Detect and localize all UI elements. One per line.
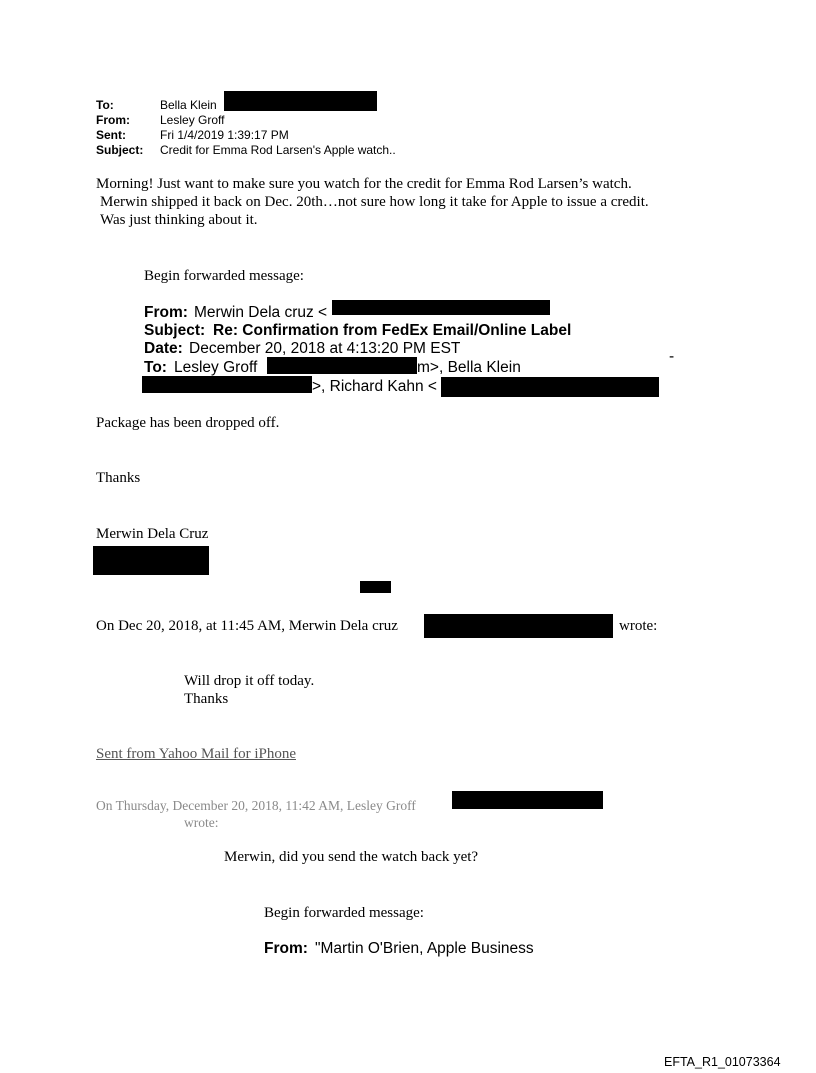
quote2-attribution: On Thursday, December 20, 2018, 11:42 AM, Lesley Groff (96, 798, 416, 813)
to-value: Bella Klein (160, 98, 217, 112)
redaction-box (224, 91, 377, 111)
quote2-wrote: wrote: (184, 815, 219, 830)
body-line-3: Was just thinking about it. (100, 212, 258, 228)
stray-mark: - (669, 348, 675, 365)
quote1-attribution: On Dec 20, 2018, at 11:45 AM, Merwin Dela cruz (96, 618, 398, 634)
redaction-box (142, 376, 312, 393)
document-id: EFTA_R1_01073364 (664, 1055, 781, 1069)
subject-label: Subject: (96, 143, 144, 157)
quote1-wrote: wrote: (619, 618, 658, 634)
fwd-to-label: To: (144, 359, 167, 376)
fwd-date-label: Date: (144, 340, 183, 357)
fwd-to-line-2: >, Richard Kahn < (312, 378, 437, 395)
fwd2-from-value: "Martin O'Brien, Apple Business (315, 940, 534, 957)
signature-name: Merwin Dela Cruz (96, 526, 209, 542)
from-value: Lesley Groff (160, 113, 225, 127)
body-line-1: Morning! Just want to make sure you watch for the credit for Emma Rod Larsen’s watch. (96, 176, 632, 192)
forward-intro: Begin forwarded message: (144, 268, 304, 284)
redaction-box (452, 791, 603, 809)
redaction-box (267, 357, 417, 374)
reply-thanks: Thanks (96, 470, 141, 486)
from-label: From: (96, 113, 130, 127)
fwd2-from-label: From: (264, 940, 308, 957)
redaction-box (424, 614, 613, 638)
redaction-box (93, 546, 209, 575)
redaction-box (332, 300, 550, 315)
quote1-line-1: Will drop it off today. (184, 673, 315, 689)
sent-label: Sent: (96, 128, 126, 142)
redaction-box (441, 377, 659, 397)
reply-line-1: Package has been dropped off. (96, 415, 280, 431)
quote2-message: Merwin, did you send the watch back yet? (224, 849, 479, 865)
fwd-to-value: Lesley Groff (174, 359, 258, 376)
sent-from-yahoo-link[interactable]: Sent from Yahoo Mail for iPhone (96, 746, 296, 762)
body-line-2: Merwin shipped it back on Dec. 20th…not sure how long it take for Apple to issue a credit. (100, 194, 649, 210)
subject-value: Credit for Emma Rod Larsen's Apple watch.. (160, 143, 396, 157)
sent-value: Fri 1/4/2019 1:39:17 PM (160, 128, 289, 142)
fwd-from-label: From: (144, 304, 188, 321)
fwd-subject-value: Re: Confirmation from FedEx Email/Online Label (213, 322, 572, 339)
fwd-subject-label: Subject: (144, 322, 206, 339)
quote1-line-2: Thanks (184, 691, 229, 707)
forward2-intro: Begin forwarded message: (264, 905, 424, 921)
fwd-from-value: Merwin Dela cruz < (194, 304, 328, 321)
to-label: To: (96, 98, 114, 112)
fwd-date-value: December 20, 2018 at 4:13:20 PM EST (189, 340, 461, 357)
fwd-to-mid: m>, Bella Klein (417, 359, 521, 376)
redaction-box (360, 581, 391, 593)
